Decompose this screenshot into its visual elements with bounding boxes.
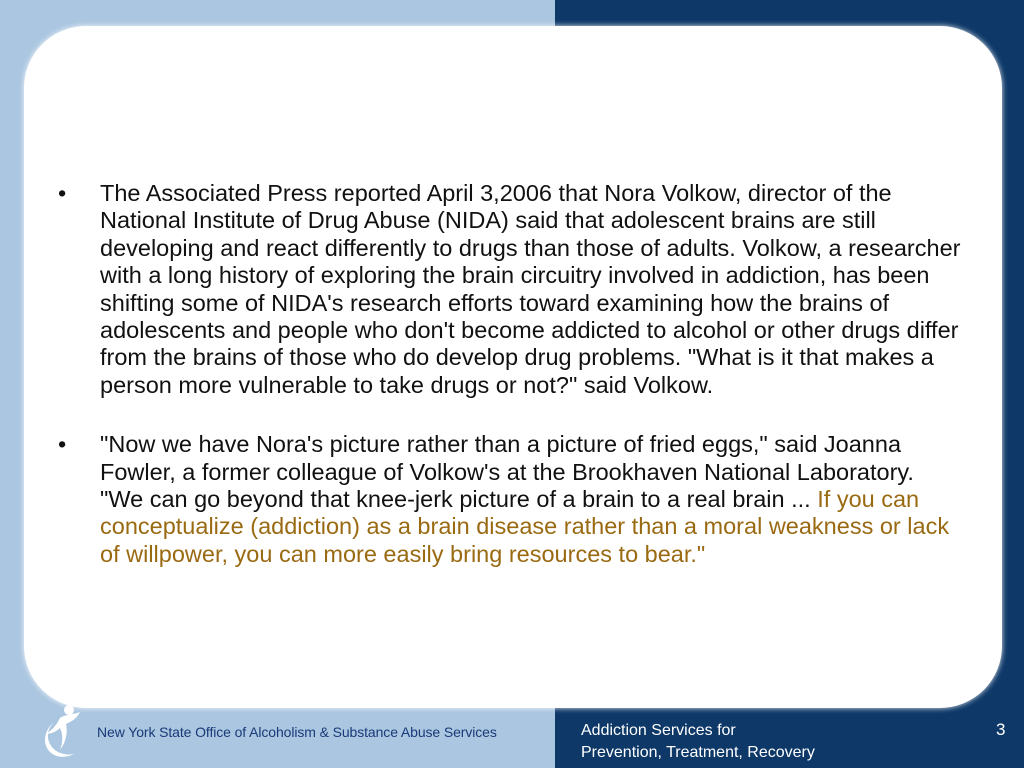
footer-tagline xyxy=(581,720,815,764)
bullet-list xyxy=(58,180,963,600)
bullet-text-1: The Associated Press reported April 3,2006 that Nora Volkow, director of the National Institute of Drug Abuse (NIDA) said that adolescent brains are still developing and react differently to drugs than those of adults. Volkow, a researcher with a long history of exploring the brain circuitry involved in addiction, has been shifting some of NIDA's research efforts toward examining how the brains of adolescents and people who don't become addicted to alcohol or other drugs differ from the brains of those who do develop drug problems. "What is it that makes a person more vulnerable to take drugs or not?" said Volkow. xyxy=(100,180,961,398)
tagline-line-1: Addiction Services for xyxy=(581,722,736,739)
page-number: 3 xyxy=(996,720,1006,739)
content-card xyxy=(24,26,1002,708)
bullet-marker: • xyxy=(58,180,67,206)
tagline-line-2: Prevention, Treatment, Recovery xyxy=(581,744,815,761)
person-figure-logo-icon xyxy=(36,700,88,760)
bullet-item-2 xyxy=(58,431,963,568)
bullet-highlight-text: If you can conceptualize (addiction) as a brain disease rather than a moral weakness or lack of willpower, you can more easily bring resources to bear." xyxy=(100,486,950,567)
bullet-marker: • xyxy=(58,431,67,458)
bullet-text-2: "Now we have Nora's picture rather than a picture of fried eggs," said Joanna Fowler, a former colleague of Volkow's at the Brookhaven National Laboratory. "We can go beyond that knee-jerk picture of a brain to a real brain ... xyxy=(100,431,914,513)
bullet-item-1 xyxy=(58,180,963,399)
organization-name: New York State Office of Alcoholism & Substance Abuse Services xyxy=(97,724,497,740)
